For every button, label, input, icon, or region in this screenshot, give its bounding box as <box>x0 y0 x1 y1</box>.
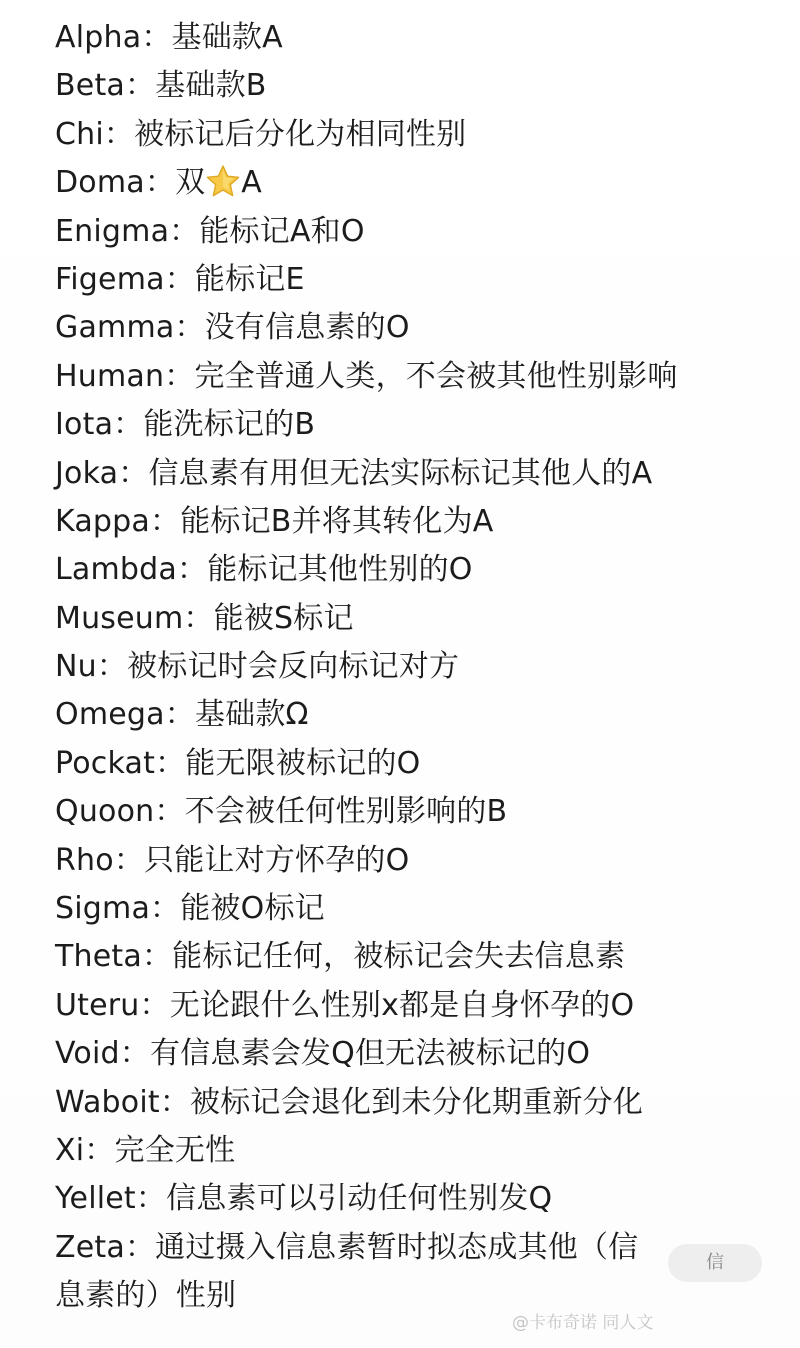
glossary-row <box>55 885 775 933</box>
glossary-separator: ： <box>113 842 145 878</box>
glossary-description: 能无限被标记的O <box>185 745 421 781</box>
glossary-row <box>55 208 775 256</box>
glossary-term: Iota <box>55 407 114 443</box>
glossary-description: 能被O标记 <box>180 891 325 927</box>
glossary-separator: ： <box>164 697 195 733</box>
glossary-row <box>55 1272 775 1320</box>
glossary-term: Pockat <box>55 745 156 781</box>
glossary-row <box>55 111 775 159</box>
glossary-separator: ： <box>144 165 176 201</box>
glossary-row <box>55 546 775 594</box>
glossary-description: 信息素有用但无法实际标记其他人的A <box>148 455 653 491</box>
glossary-row <box>55 62 775 110</box>
glossary-description: 基础款Ω <box>194 697 309 733</box>
glossary-term: Rho <box>55 842 114 878</box>
glossary-term: Zeta <box>55 1229 125 1265</box>
watermark-badge: 信 <box>668 1244 762 1282</box>
glossary-description: 完全普通人类，不会被其他性别影响 <box>194 358 678 394</box>
glossary-term: Quoon <box>55 794 155 830</box>
glossary-separator: ： <box>177 552 208 588</box>
glossary-term: Joka <box>55 455 119 491</box>
glossary-separator: ： <box>159 1084 191 1120</box>
glossary-term: Nu <box>55 649 97 685</box>
glossary-row <box>55 1030 775 1078</box>
glossary-separator: ： <box>150 503 181 539</box>
glossary-description: 被标记时会反向标记对方 <box>127 649 460 685</box>
star-icon <box>206 164 240 198</box>
glossary-term: Theta <box>55 939 142 975</box>
glossary-separator: ： <box>84 1132 115 1168</box>
glossary-separator: ： <box>124 1229 156 1265</box>
glossary-description: 能洗标记的B <box>143 407 316 443</box>
glossary-row <box>55 933 775 981</box>
glossary-row <box>55 837 775 885</box>
glossary-description: 能标记E <box>194 261 305 297</box>
glossary-row <box>55 740 775 788</box>
glossary-term: Omega <box>55 697 165 733</box>
glossary-separator: ： <box>164 358 195 394</box>
glossary-separator: ： <box>96 649 128 685</box>
glossary-row <box>55 353 775 401</box>
glossary-term: Kappa <box>55 503 150 539</box>
glossary-term: Enigma <box>55 213 170 249</box>
gender-glossary-list <box>55 14 775 1321</box>
glossary-row <box>55 691 775 739</box>
glossary-description: 双 <box>175 165 206 201</box>
glossary-description: 能被S标记 <box>213 600 354 636</box>
glossary-description: 能标记A和O <box>199 213 365 249</box>
glossary-row <box>55 159 775 207</box>
glossary-description: 基础款B <box>155 68 267 104</box>
glossary-separator: ： <box>150 891 181 927</box>
glossary-row <box>55 982 775 1030</box>
glossary-row <box>55 256 775 304</box>
glossary-separator: ： <box>103 116 135 152</box>
glossary-row <box>55 401 775 449</box>
glossary-separator: ： <box>174 310 205 346</box>
glossary-row <box>55 450 775 498</box>
glossary-term: Alpha <box>55 20 142 55</box>
glossary-term: Gamma <box>55 310 175 346</box>
glossary-description: 被标记后分化为相同性别 <box>134 116 467 152</box>
glossary-description: 不会被任何性别影响的B <box>184 794 508 830</box>
glossary-separator: ： <box>164 261 195 297</box>
glossary-description: 通过摄入信息素暂时拟态成其他（信 <box>155 1229 639 1265</box>
glossary-row <box>55 643 775 691</box>
glossary-term: Waboit <box>55 1084 160 1120</box>
glossary-separator: ： <box>119 1036 150 1072</box>
glossary-separator: ： <box>118 455 149 491</box>
glossary-term: Human <box>55 358 165 394</box>
glossary-row <box>55 14 775 62</box>
watermark-text: @卡布奇诺 同人文 <box>512 1313 654 1333</box>
glossary-description: 息素的）性别 <box>55 1278 237 1314</box>
glossary-description: 基础款A <box>171 20 283 55</box>
glossary-term: Void <box>55 1036 120 1072</box>
glossary-description: 没有信息素的O <box>204 310 410 346</box>
glossary-term: Chi <box>55 116 104 152</box>
glossary-term: Figema <box>55 261 165 297</box>
glossary-separator: ： <box>113 407 144 443</box>
glossary-separator: ： <box>141 939 173 975</box>
glossary-description: 被标记会退化到未分化期重新分化 <box>190 1084 644 1120</box>
glossary-term: Museum <box>55 600 184 636</box>
glossary-separator: ： <box>125 68 156 104</box>
glossary-row <box>55 1079 775 1127</box>
glossary-term: Sigma <box>55 891 151 927</box>
glossary-description: 无论跟什么性别x都是自身怀孕的O <box>169 987 635 1023</box>
glossary-term: Xi <box>55 1132 85 1168</box>
glossary-row <box>55 1175 775 1223</box>
glossary-term: Beta <box>55 68 125 104</box>
glossary-description: 信息素可以引动任何性别发Q <box>166 1181 553 1217</box>
glossary-term: Uteru <box>55 987 140 1023</box>
glossary-term: Yellet <box>55 1181 136 1217</box>
glossary-description: 完全无性 <box>114 1132 236 1168</box>
glossary-row <box>55 498 775 546</box>
glossary-description: 能标记B并将其转化为A <box>180 503 494 539</box>
glossary-term: Lambda <box>55 552 177 588</box>
glossary-separator: ： <box>155 745 186 781</box>
glossary-row <box>55 595 775 643</box>
glossary-separator: ： <box>169 213 200 249</box>
glossary-separator: ： <box>141 20 172 55</box>
glossary-row <box>55 1224 775 1272</box>
glossary-row <box>55 304 775 352</box>
glossary-separator: ： <box>183 600 214 636</box>
glossary-description: 只能让对方怀孕的O <box>144 842 410 878</box>
glossary-description: 能标记其他性别的O <box>207 552 473 588</box>
glossary-separator: ： <box>139 987 170 1023</box>
glossary-separator: ： <box>154 794 185 830</box>
glossary-description: A <box>241 165 263 201</box>
glossary-row <box>55 788 775 836</box>
glossary-row <box>55 1127 775 1175</box>
glossary-separator: ： <box>135 1181 167 1217</box>
glossary-description: 能标记任何，被标记会失去信息素 <box>172 939 626 975</box>
glossary-term: Doma <box>55 165 145 201</box>
glossary-description: 有信息素会发Q但无法被标记的O <box>149 1036 591 1072</box>
